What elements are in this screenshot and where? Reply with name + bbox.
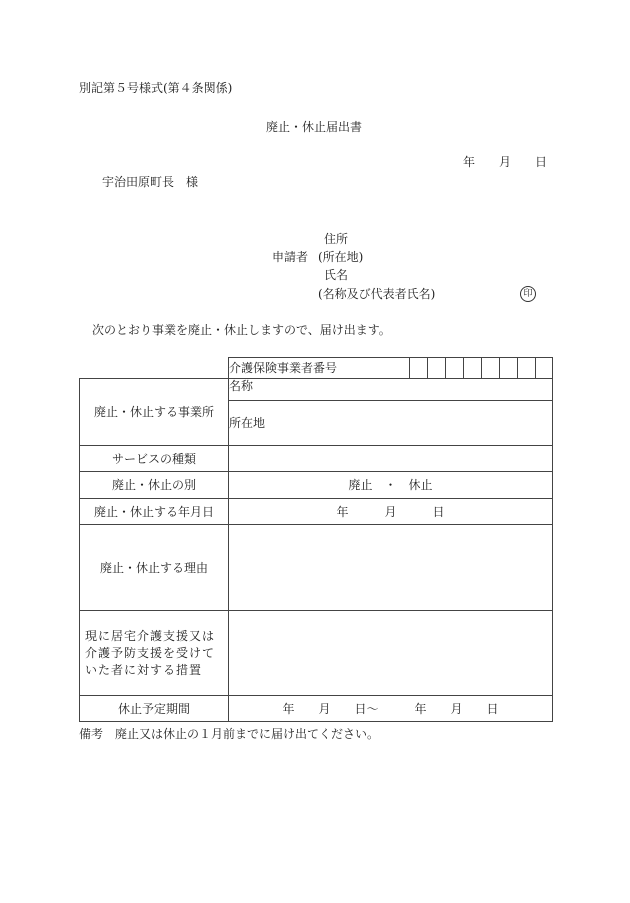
insurance-number-digit[interactable] [446,358,464,379]
date-line: 年 月 日 [463,155,548,169]
office-location-label: 所在地 [229,416,266,430]
insurance-number-digit[interactable] [500,358,518,379]
service-type-label: サービスの種類 [80,446,229,472]
insurance-number-digit[interactable] [536,358,553,379]
measures-label: 現に居宅介護支援又は介護予防支援を受けていた者に対する措置 [85,628,216,677]
remarks-note: 備考 廃止又は休止の１月前までに届け出てください。 [79,727,380,741]
measures-field[interactable] [229,611,553,696]
closure-date-field[interactable]: 年 月 日 [229,499,553,525]
name-sub-label: (名称及び代表者氏名) [318,287,436,301]
closure-reason-label: 廃止・休止する理由 [80,525,229,611]
insurance-number-digit[interactable] [464,358,482,379]
address-sub-label: (所在地) [318,250,364,264]
insurance-number-digit[interactable] [482,358,500,379]
closure-date-label: 廃止・休止する年月日 [80,499,229,525]
suspension-period-label: 休止予定期間 [80,696,229,722]
office-name-label: 名称 [229,379,254,393]
closure-type-value[interactable]: 廃止 ・ 休止 [229,472,553,499]
address-label: 住所 [324,232,349,246]
document-title: 廃止・休止届出書 [266,120,363,134]
blank-corner [80,358,229,379]
name-label: 氏名 [324,268,349,282]
insurance-number-digit[interactable] [428,358,446,379]
office-name-field[interactable] [229,379,553,401]
closure-type-label: 廃止・休止の別 [80,472,229,499]
office-location-field[interactable] [229,401,553,446]
service-type-field[interactable] [229,446,553,472]
applicant-label: 申請者 [272,250,309,264]
measures-label-cell [80,611,229,696]
insurance-number-digit[interactable] [518,358,536,379]
intro-text: 次のとおり事業を廃止・休止しますので、届け出ます。 [92,323,391,337]
suspension-period-field[interactable]: 年 月 日～ 年 月 日 [229,696,553,722]
office-label: 廃止・休止する事業所 [80,379,229,446]
seal-mark: 印 [520,286,536,302]
closure-reason-field[interactable] [229,525,553,611]
addressee: 宇治田原町長 様 [102,175,199,189]
insurance-number-digit[interactable] [410,358,428,379]
insurance-number-label: 介護保険事業者番号 [229,358,410,379]
notification-table [79,357,553,722]
form-number: 別記第５号様式(第４条関係) [79,81,233,95]
